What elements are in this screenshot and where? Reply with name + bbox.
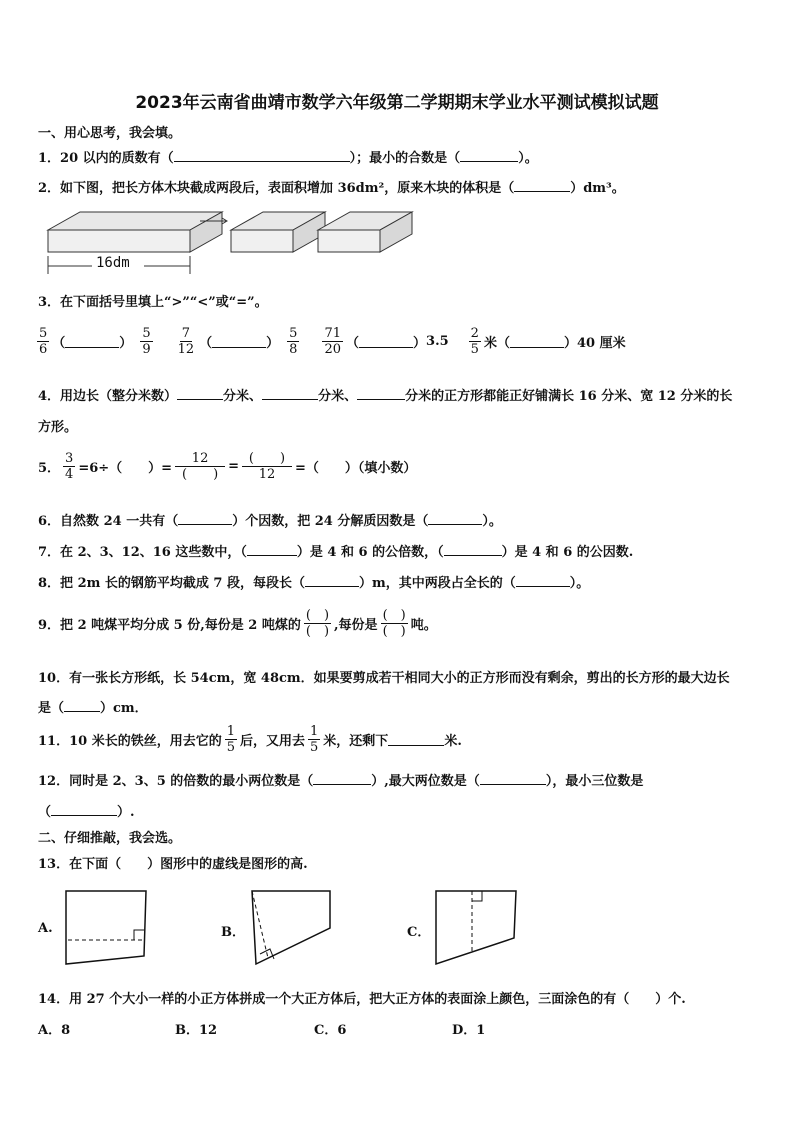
q3-frac-1: $\frac{5}{6}$ xyxy=(39,326,48,357)
page-title: 2023年云南省曲靖市数学六年级第二学期期末学业水平测试模拟试题 xyxy=(135,93,659,113)
q1-text-b: ）；最小的合数是（ xyxy=(349,151,461,166)
question-8: 8．把 2m 长的钢筋平均截成 7 段，每段长（ ）m，其中两段占全长的（ ）。 xyxy=(38,576,590,591)
q14-option-c[interactable]: C．6 xyxy=(314,1023,347,1038)
q13-figure-c[interactable] xyxy=(432,888,522,968)
q13-option-a-label[interactable]: A. xyxy=(38,921,53,936)
q12-blank-2[interactable] xyxy=(480,772,546,785)
q13-figure-b[interactable] xyxy=(248,888,338,968)
q3-value-3-5: 3.5 xyxy=(426,334,449,349)
q8-blank-1[interactable] xyxy=(305,574,359,587)
q3-blank-3[interactable] xyxy=(359,335,413,348)
question-6: 6．自然数 24 一共有（ ）个因数，把 24 分解质因数是（ ）。 xyxy=(38,514,502,529)
question-7: 7．在 2、3、12、16 这些数中，（ ）是 4 和 6 的公倍数，（ ）是 4 和 6 的公因数. xyxy=(38,545,634,560)
question-4-cont: 方形。 xyxy=(38,420,78,435)
q5-frac-12-over-blank[interactable]: $\frac{12}{( )}$ xyxy=(175,451,225,482)
q4-blank-3[interactable] xyxy=(357,387,405,400)
section-2-heading: 二、仔细推敲，我会选。 xyxy=(38,831,182,846)
q3-frac-5: $\frac{71}{20}$ xyxy=(324,326,341,357)
q3-frac-3: $\frac{7}{12}$ xyxy=(177,326,195,357)
q3-blank-2[interactable] xyxy=(212,335,266,348)
q6-blank-1[interactable] xyxy=(178,512,232,525)
q9-frac-blank-2[interactable]: $\frac{( )}{( )}$ xyxy=(382,608,406,639)
question-12-cont: （ ）. xyxy=(38,805,135,820)
q3-frac-2: $\frac{5}{9}$ xyxy=(142,326,151,357)
q14-option-b[interactable]: B．12 xyxy=(175,1023,218,1038)
question-9: 9．把 2 吨煤平均分成 5 份,每份是 2 吨煤的 $\frac{( )}{( )}$ ,每份是 $\frac{( )}{( )}$ 吨。 xyxy=(38,608,437,639)
q11-frac-2: $\frac{1}{5}$ xyxy=(310,724,319,755)
question-13-text: 13．在下面（ ）图形中的虚线是图形的高. xyxy=(38,857,308,872)
question-3-items: $\frac{5}{6}$ （ ） $\frac{5}{9}$ $\frac{7}{12}$ （ ） $\frac{5}{8}$ $\frac{71}{20}$ （ ） 3.5 $\frac{2}{5}$ 米 （ ） 40 厘米 xyxy=(39,326,626,357)
question-10: 10．有一张长方形纸，长 54cm，宽 48cm．如果要剪成若干相同大小的正方形而没有剩余，剪出的长方形的最大边长 xyxy=(38,671,730,686)
q11-blank[interactable] xyxy=(388,733,444,746)
q13-option-b-label[interactable]: B． xyxy=(221,925,245,940)
q14-option-a[interactable]: A．8 xyxy=(38,1023,71,1038)
q1-text-c: ）。 xyxy=(518,151,538,166)
q6-blank-2[interactable] xyxy=(428,512,482,525)
q8-blank-2[interactable] xyxy=(516,574,570,587)
q4-blank-2[interactable] xyxy=(262,387,318,400)
q9-frac-blank-1[interactable]: $\frac{( )}{( )}$ xyxy=(305,608,330,639)
q3-blank-4[interactable] xyxy=(510,335,564,348)
question-10-cont: 是（ ）cm． xyxy=(38,701,148,716)
q12-blank-1[interactable] xyxy=(313,772,371,785)
q2-text-b: ）dm³。 xyxy=(570,181,625,196)
q4-blank-1[interactable] xyxy=(177,387,223,400)
q11-frac-1: $\frac{1}{5}$ xyxy=(226,724,235,755)
q2-length-label: 16dm xyxy=(96,255,130,271)
q5-frac-3-4: $\frac{3}{4}$ xyxy=(65,451,74,482)
q5-frac-blank-over-12[interactable]: $\frac{( )}{12}$ xyxy=(242,451,292,482)
q2-text-a: 2．如下图，把长方体木块截成两段后，表面积增加 36dm²，原来木块的体积是（ xyxy=(38,181,515,196)
question-2 xyxy=(38,177,625,196)
section-1-heading: 一、用心思考，我会填。 xyxy=(38,126,182,141)
q3-frac-6: $\frac{2}{5}$ xyxy=(470,326,479,357)
q10-blank[interactable] xyxy=(64,699,100,712)
q14-option-d[interactable]: D．1 xyxy=(452,1023,486,1038)
q7-blank-2[interactable] xyxy=(444,543,502,556)
question-4: 4．用边长（整分米数） 分米、 分米、 分米的正方形都能正好铺满长 16 分米、宽 12 分米的长 xyxy=(38,389,733,404)
question-11: 11．10 米长的铁丝，用去它的 $\frac{1}{5}$ 后，又用去 $\frac{1}{5}$ 米，还剩下 米. xyxy=(38,724,462,755)
q12-blank-3[interactable] xyxy=(51,803,117,816)
question-14-text: 14．用 27 个大小一样的小正方体拼成一个大正方体后，把大正方体的表面涂上颜色，三面涂色的有（ ）个. xyxy=(38,992,686,1007)
q13-option-c-label[interactable]: C． xyxy=(407,925,431,940)
q1-blank-primes[interactable] xyxy=(174,149,350,162)
q1-text-a: 1．20 以内的质数有（ xyxy=(38,151,174,166)
question-5: 5． $\frac{3}{4}$ =6÷（ ）= $\frac{12}{( )}$ = $\frac{( )}{12}$ =（ ）（填小数） xyxy=(38,451,417,482)
q3-frac-4: $\frac{5}{8}$ xyxy=(289,326,298,357)
question-3-text: 3．在下面括号里填上“>”“<”或“=”。 xyxy=(38,295,268,310)
q1-blank-composite[interactable] xyxy=(460,149,518,162)
question-1 xyxy=(38,147,538,166)
q7-blank-1[interactable] xyxy=(247,543,297,556)
q2-blank-volume[interactable] xyxy=(514,179,570,192)
q13-figure-a[interactable] xyxy=(62,888,152,968)
question-12: 12．同时是 2、3、5 的倍数的最小两位数是（ ）,最大两位数是（ ），最小三位数是 xyxy=(38,774,644,789)
q3-blank-1[interactable] xyxy=(65,335,119,348)
